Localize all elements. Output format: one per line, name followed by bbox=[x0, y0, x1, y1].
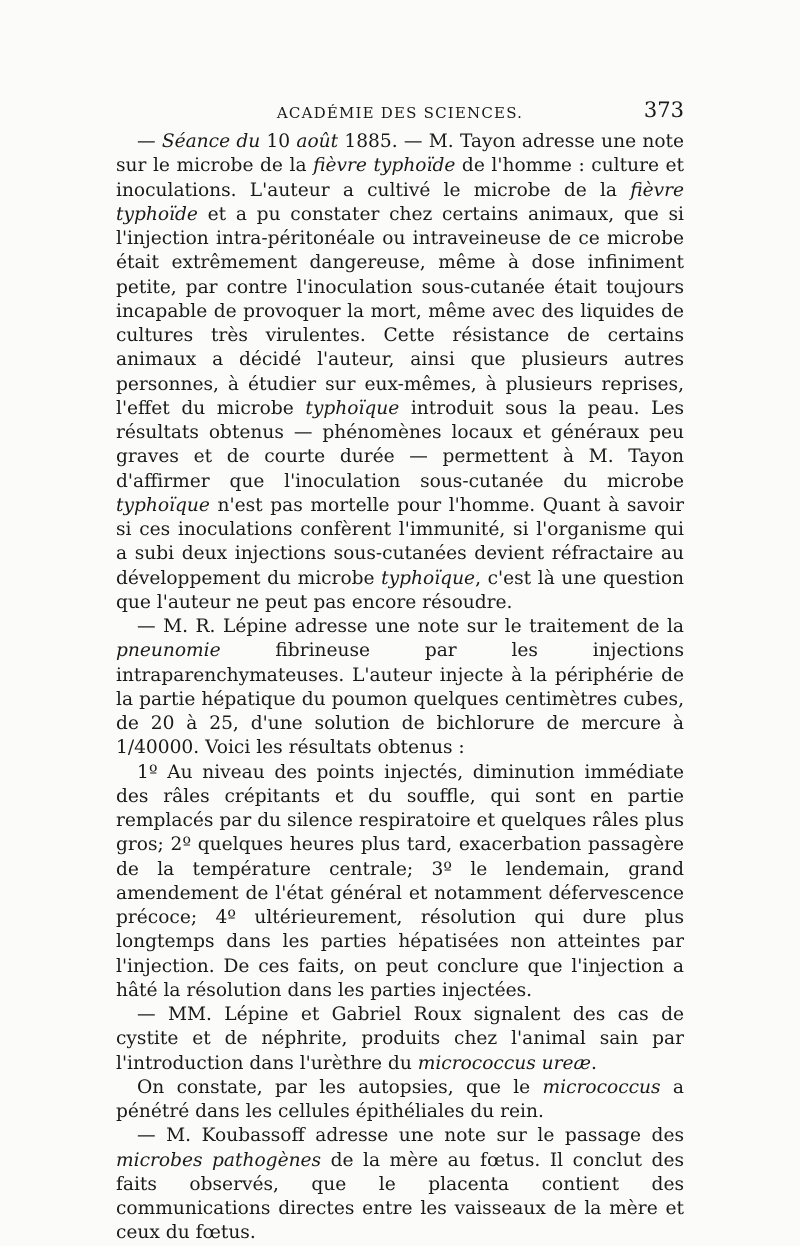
text-run: introduit sous la peau. Les résultats obtenus — phénomènes locaux et généraux peu graves et de courte durée — permettent à M. Tayon d'affirmer que l'inoculation sous-cutanée du microbe bbox=[116, 397, 684, 492]
paragraph-lepine-roux bbox=[116, 1003, 684, 1076]
text-run: 1885. — M. Tayon adresse une note sur le microbe de la bbox=[116, 131, 684, 177]
text-run: a pénétré dans les cellules épithéliales du rein. bbox=[116, 1076, 684, 1122]
text-run: — MM. Lépine et Gabriel Roux signalent des cas de cystite et de néphrite, produits chez l'animal sain par l'introduction dans l'urèthre du bbox=[116, 1004, 684, 1074]
text-run: — M. Koubassoff adresse une note sur le passage des bbox=[137, 1125, 684, 1147]
text-run: — M. R. Lépine adresse une note sur le traitement de la bbox=[137, 616, 684, 637]
paragraph-koubassoff bbox=[116, 1124, 684, 1245]
italic-run: fièvre typhoïde bbox=[116, 179, 684, 225]
running-title: ACADÉMIE DES SCIENCES. bbox=[276, 104, 524, 122]
paragraph-resultats bbox=[116, 761, 684, 1004]
text-run: , c'est là une question que l'auteur ne peut pas encore résoudre. bbox=[116, 567, 684, 613]
italic-run: août bbox=[296, 131, 339, 152]
page-number: 373 bbox=[643, 98, 684, 122]
text-run: de l'homme : culture et inoculations. L'auteur a cultivé le microbe de la bbox=[116, 155, 685, 201]
text-run: n'est pas mortelle pour l'homme. Quant à savoir si ces inoculations confèrent l'immunité, si l'organisme qui a subi deux injections sous-cutanées devient réfractaire au développement du microbe bbox=[116, 494, 684, 589]
paragraph-tayon bbox=[116, 130, 684, 615]
text-run: On constate, par les autopsies, que le bbox=[137, 1076, 543, 1098]
italic-run: micrococcus ureæ bbox=[417, 1052, 592, 1074]
paragraph-lepine-pneumonie bbox=[116, 615, 684, 761]
text-run: — bbox=[137, 131, 162, 152]
italic-run: typhoïque bbox=[381, 567, 476, 589]
text-run: 10 bbox=[260, 131, 297, 152]
italic-run: Séance du bbox=[161, 131, 261, 152]
italic-run: typhoïque bbox=[305, 397, 400, 419]
page-header bbox=[116, 98, 684, 126]
italic-run: micrococcus bbox=[542, 1076, 661, 1098]
italic-run: typhoïque bbox=[116, 494, 210, 516]
text-run: fibrineuse par les injections intraparenchymateuses. L'auteur injecte à la périphérie de la partie hépatique du poumon quelques centimètres cubes, de 20 à 25, d'une solution de bichlorure de mercure à 1/40000. Voici les résultats obtenus : bbox=[116, 640, 684, 759]
body-text bbox=[116, 130, 684, 1246]
paragraph-autopsies bbox=[116, 1076, 684, 1125]
text-run: de la mère au fœtus. Il conclut des faits observés, que le placenta contient des communications directes entre les vaisseaux de la mère et ceux du fœtus. bbox=[116, 1149, 684, 1244]
italic-run: pneunomie bbox=[116, 640, 221, 662]
text-run: 1º Au niveau des points injectés, diminution immédiate des râles crépitants et du souffle, qui sont en partie remplacés par du silence respiratoire et quelques râles plus gros; 2º quelques heures plus tard, exacerbation passagère de la température centrale; 3º le lendemain, grand amendement de l'état général et notamment défervescence précoce; 4º ultérieurement, résolution qui dure plus longtemps dans les parties hépatisées non atteintes par l'injection. De ces faits, on peut conclure que l'injection a hâté la résolution dans les parties injectées. bbox=[116, 761, 684, 1001]
text-run: et a pu constater chez certains animaux, que si l'injection intra-péritonéale ou intraveineuse de ce microbe était extrêmement dangereuse, même à dose infiniment petite, par contre l'inoculation sous-cutanée était toujours incapable de provoquer la mort, même avec des liquides de cultures très virulentes. Cette résistance de certains animaux a décidé l'auteur, ainsi que plusieurs autres personnes, à étudier sur eux-mêmes, à plusieurs reprises, l'effet du microbe bbox=[116, 203, 684, 419]
italic-run: microbes pathogènes bbox=[116, 1149, 322, 1171]
text-run: . bbox=[591, 1052, 597, 1074]
italic-run: fièvre typhoïde bbox=[313, 155, 456, 177]
